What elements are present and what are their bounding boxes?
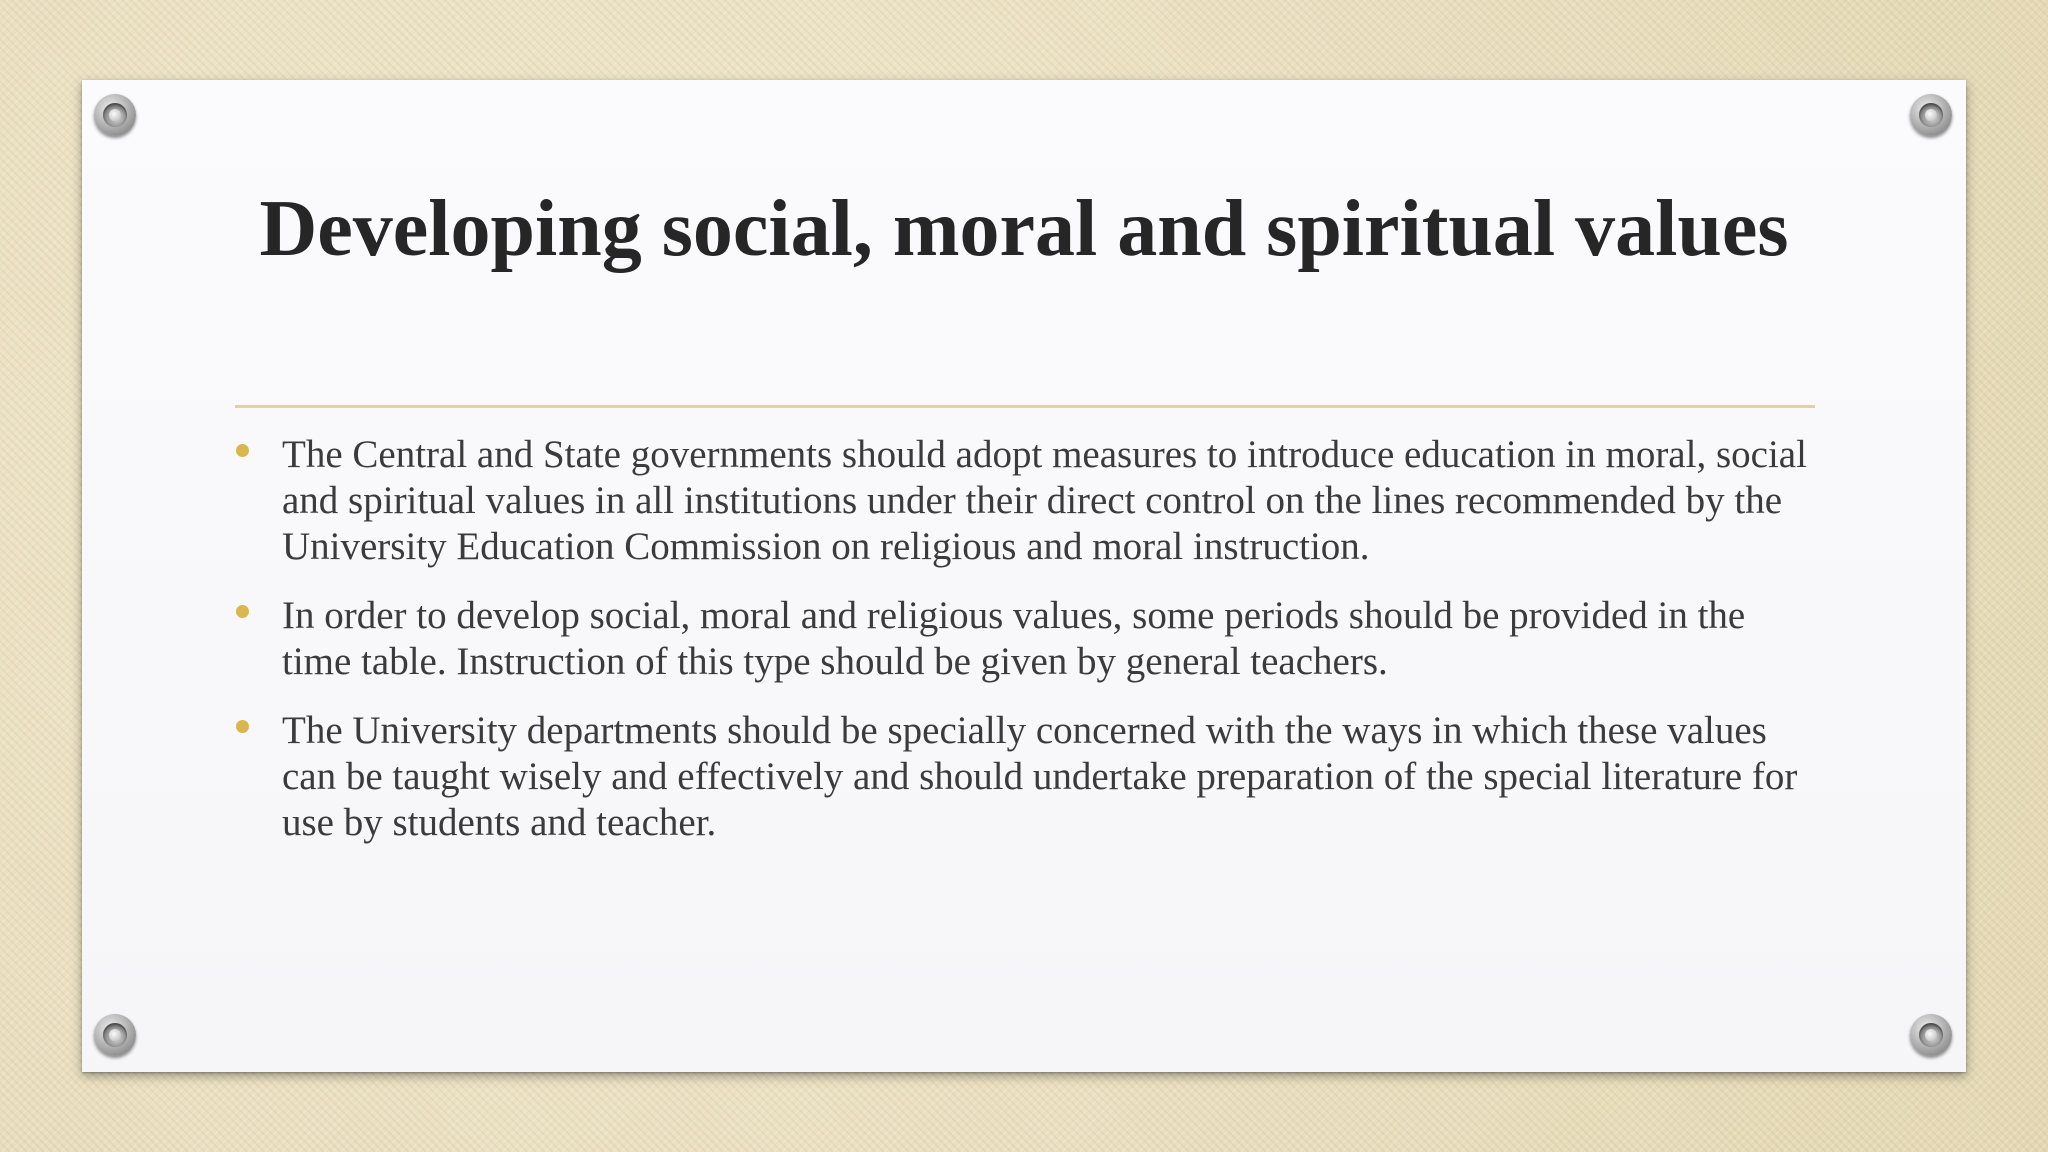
rivet-icon bbox=[94, 1014, 136, 1056]
bullet-item bbox=[232, 593, 1822, 685]
bullet-list bbox=[232, 432, 1822, 869]
bullet-text: In order to develop social, moral and religious values, some periods should be provided in the time table. Instruction of this type should be given by general teachers. bbox=[282, 594, 1746, 683]
bullet-dot-icon bbox=[236, 605, 249, 618]
bullet-text: The Central and State governments should adopt measures to introduce education in moral, social and spiritual values in all institutions under their direct control on the lines recommended by the University Education Commission on religious and moral instruction. bbox=[282, 433, 1807, 568]
bullet-item bbox=[232, 708, 1822, 846]
rivet-icon bbox=[94, 94, 136, 136]
bullet-dot-icon bbox=[236, 720, 249, 733]
rivet-icon bbox=[1910, 1014, 1952, 1056]
title-divider bbox=[235, 405, 1815, 408]
bullet-text: The University departments should be specially concerned with the ways in which these values can be taught wisely and effectively and should undertake preparation of the special literature for use by students and teacher. bbox=[282, 709, 1798, 844]
rivet-icon bbox=[1910, 94, 1952, 136]
slide-title: Developing social, moral and spiritual values bbox=[259, 185, 1789, 273]
bullet-dot-icon bbox=[236, 444, 249, 457]
bullet-item bbox=[232, 432, 1822, 570]
